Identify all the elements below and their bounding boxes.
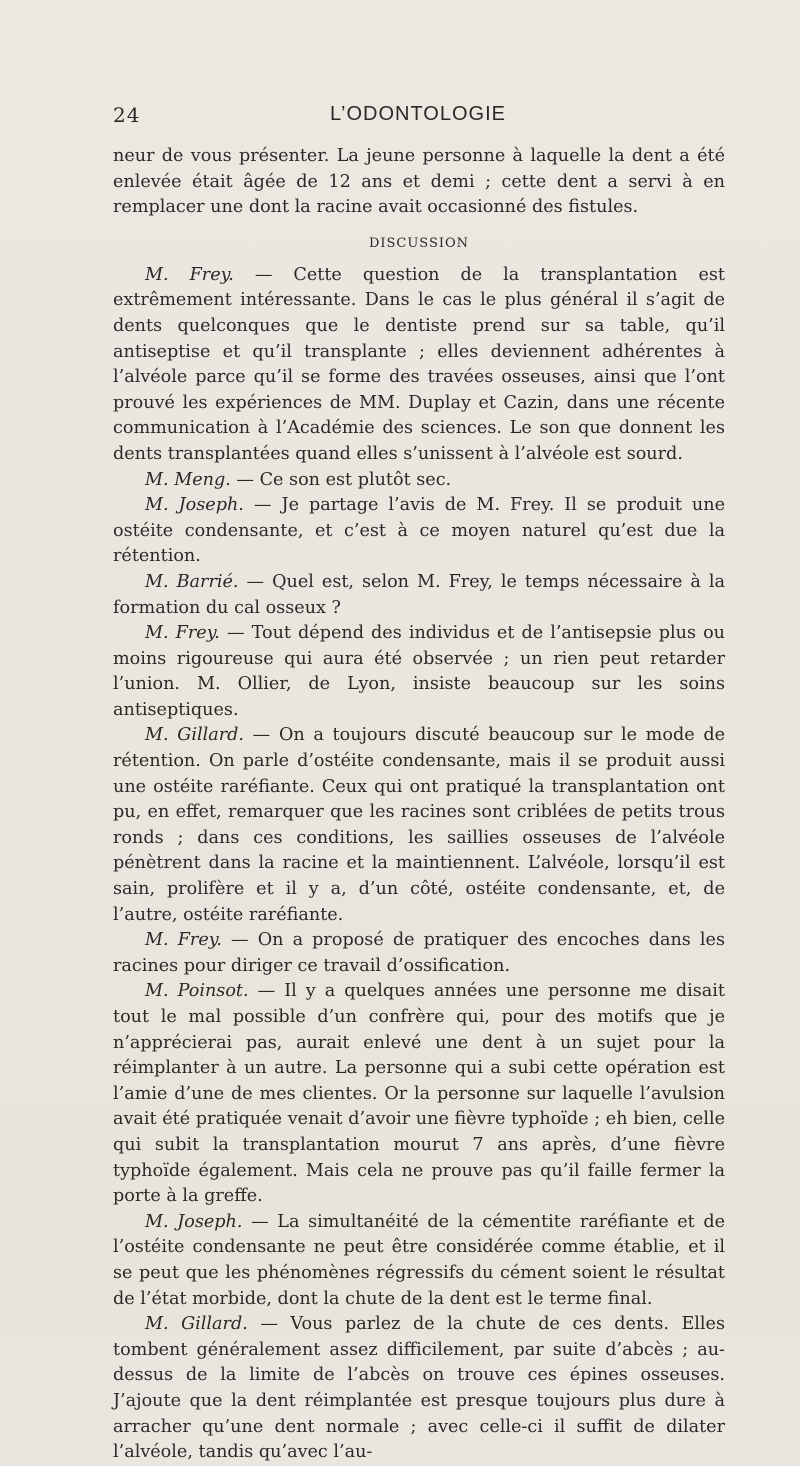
speaker-name: M. Poinsot. [145,981,249,1002]
discussion-paragraph [113,979,725,1209]
discussion-paragraph [113,1312,725,1466]
speaker-name: M. Barrié. [145,571,239,592]
speaker-name: M. Frey. [145,623,220,644]
paragraph-text: — La simultanéité de la cémentite raréfiante et de l’ostéite condensante ne peut être considérée comme établie, et il se peut que les phénomènes régressifs du cément soient le résultat de l’état morbide, dont la chute de la dent est le terme final. [113,1211,725,1309]
paragraph-text: — Cette question de la transplantation est extrêmement intéressante. Dans le cas le plus général il s’agit de dents quelconques que le dentiste prend sur sa table, qu’il antiseptise et qu’il transplante ; elles deviennent adhérentes à l’alvéole parce qu’il se forme des travées osseuses, ainsi que l’ont prouvé les expériences de MM. Duplay et Cazin, dans une récente communication à l’Académie des sciences. Le son que donnent les dents transplantées quand elles s’unissent à l’alvéole est sourd. [113,264,725,464]
paragraph-text: — On a toujours discuté beaucoup sur le mode de rétention. On parle d’ostéite condensante, mais il se produit aussi une ostéite raréfiante. Ceux qui ont pratiqué la transplantation ont pu, en effet, remarquer que les racines sont criblées de petits trous ronds ; dans ces conditions, les saillies osseuses de l’alvéole pénètrent dans la racine et la maintiennent. L’alvéole, lorsqu’il est sain, prolifère et il y a, d’un côté, ostéite condensante, et, de l’autre, ostéite raréfiante. [113,725,725,925]
discussion-paragraph [113,621,725,723]
paragraph-text: — Il y a quelques années une personne me disait tout le mal possible d’un confrère qui, pour des motifs que je n’apprécierai pas, aurait enlevé une dent à un sujet pour la réimplanter à un autre. La personne qui a subi cette opération est l’amie d’une de mes clientes. Or la personne sur laquelle l’avulsion avait été pratiquée venait d’avoir une fièvre typhoïde ; eh bien, celle qui subit la transplantation mourut 7 ans après, d’une fièvre typhoïde également. Mais cela ne prouve pas qu’il faille fermer la porte à la greffe. [113,981,725,1207]
section-heading: DISCUSSION [368,235,470,251]
speaker-name: M. Joseph. [145,495,244,516]
paragraph-text: — Ce son est plutôt sec. [230,469,452,490]
discussion-paragraph [113,570,725,621]
discussion-paragraph [113,723,725,928]
paragraph-text: — Je partage l’avis de M. Frey. Il se produit une ostéite condensante, et c’est à ce moyen naturel qu’est due la rétention. [113,495,725,567]
discussion-paragraph [113,468,725,494]
discussion-paragraph [113,263,725,468]
paragraph-text: — Tout dépend des individus et de l’antisepsie plus ou moins rigoureuse qui aura été observée ; un rien peut retarder l’union. M. Ollier, de Lyon, insiste beaucoup sur les soins antiseptiques. [113,623,725,720]
paragraph-text: — Vous parlez de la chute de ces dents. Elles tombent généralement assez difficilement, par suite d’abcès ; au-dessus de la limite de l’abcès on trouve ces épines osseuses. J’ajoute que la dent réimplantée est presque toujours plus dure à arracher qu’une dent normale ; avec celle-ci il suffit de dilater l’alvéole, tandis qu’avec l’au- [113,1314,725,1463]
page-body [113,144,725,1466]
discussion-paragraph [113,928,725,979]
speaker-name: M. Gillard. [145,1314,248,1335]
paragraph-text: — Quel est, selon M. Frey, le temps nécessaire à la formation du cal osseux ? [113,571,726,618]
speaker-name: M. Gillard. [145,725,244,746]
running-title: L’ODONTOLOGIE [329,103,506,125]
discussion-paragraph [113,493,725,570]
speaker-name: M. Joseph. [145,1211,243,1232]
speaker-name: M. Frey. [145,930,222,951]
discussion-paragraph [113,1210,725,1312]
speaker-name: M. Meng. [145,469,231,490]
paragraph-text: — On a proposé de pratiquer des encoches dans les racines pour diriger ce travail d’ossification. [113,930,725,976]
intro-paragraph: neur de vous présenter. La jeune personne à laquelle la dent a été enlevée était âgée de 12 ans et demi ; cette dent a servi à en remplacer une dont la racine avait occasionné des fistules. [113,146,725,218]
page-header [113,103,723,131]
speaker-name: M. Frey. [145,264,234,285]
page-number: 24 [113,103,141,127]
